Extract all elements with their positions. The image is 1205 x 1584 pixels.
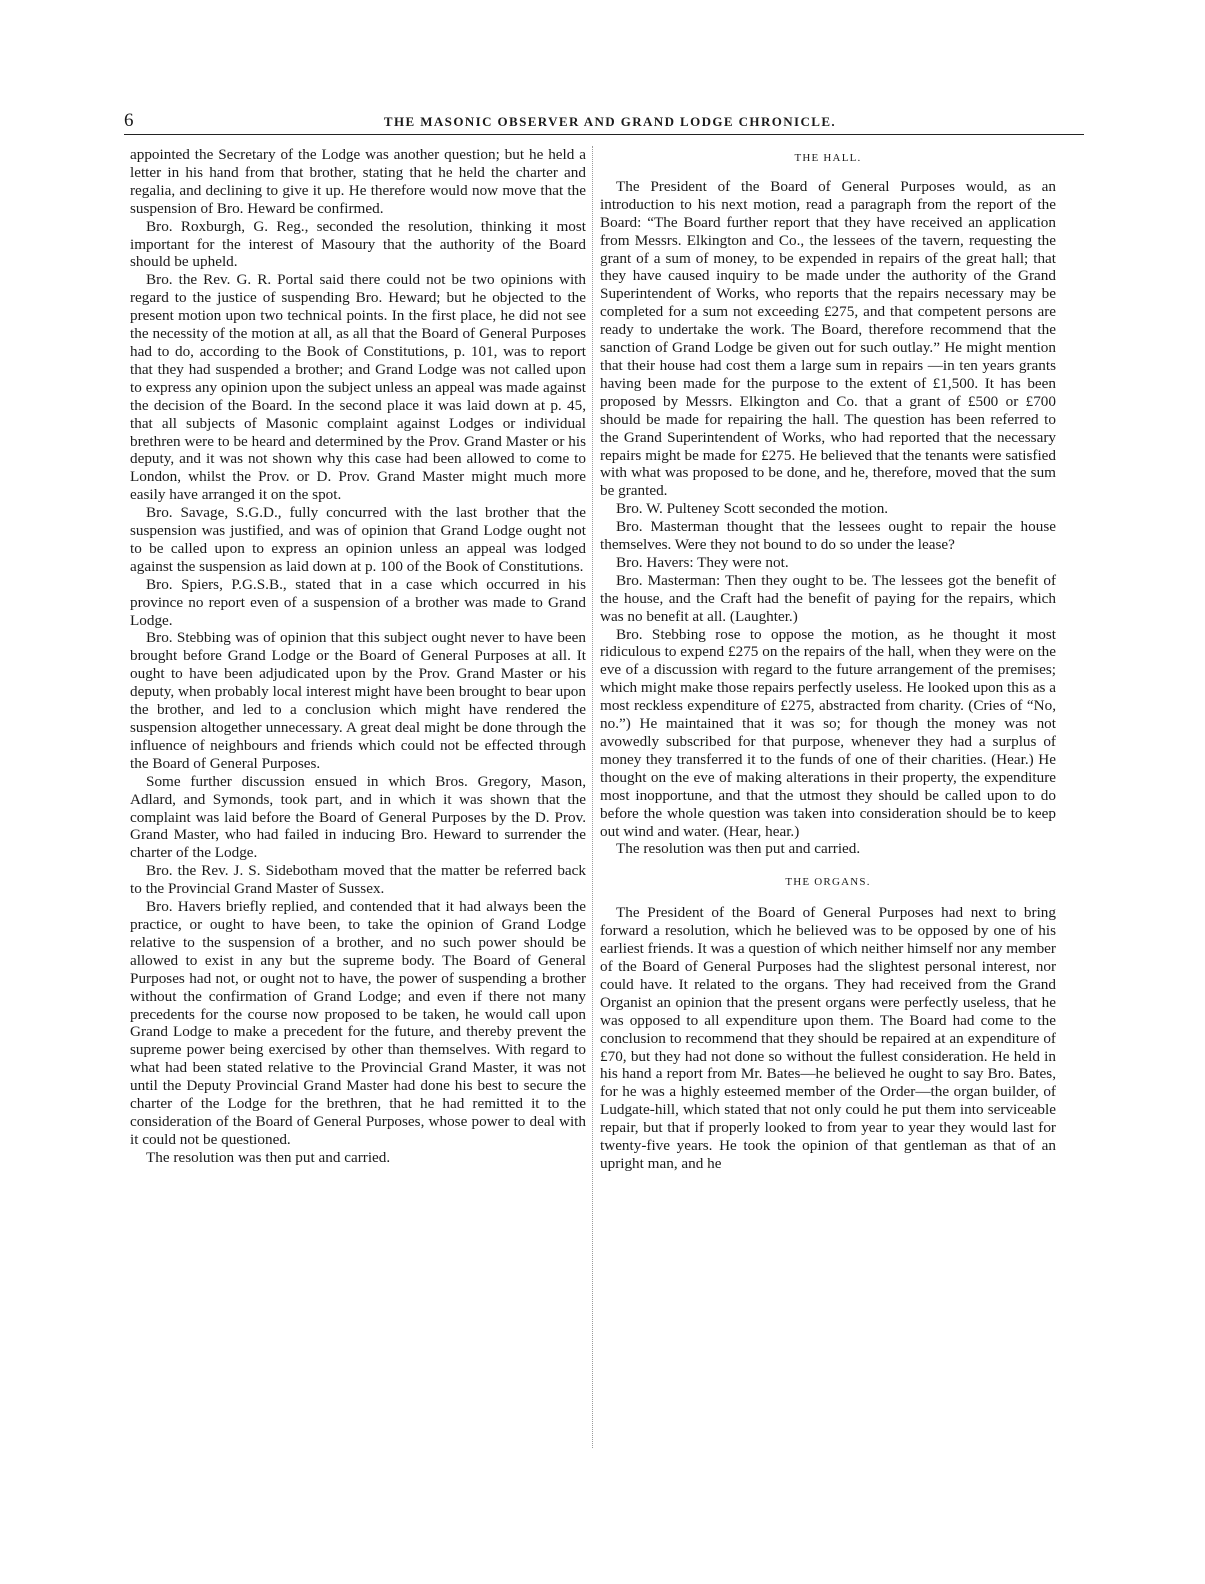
paragraph: appointed the Secretary of the Lodge was another question; but he held a letter in his hand from that brother, stating that he held the charter and regalia, and declining to give it up. He therefore would now move that the suspension of Bro. Heward be confirmed. [130, 146, 586, 217]
paragraph: The resolution was then put and carried. [616, 840, 861, 858]
paragraph: Bro. Stebbing was of opinion that this subject ought never to have been brought before Grand Lodge or the Board of General Purposes at all. It ought to have been adjudicated upon by the Prov. Grand Master or his deputy, when probably local interest might have been brought to bear upon the brother, and led to a conclusion which might have rendered the suspension altogether unnecessary. A great deal might be done through the influence of neighbours and friends which could not be effected through the Board of General Purposes. [130, 629, 586, 772]
section-heading-hall: THE HALL. [794, 152, 862, 164]
left-column [130, 146, 586, 1167]
paragraph: Bro. Havers: They were not. [616, 553, 789, 571]
paragraph: The President of the Board of General Purposes would, as an introduction to his next motion, read a paragraph from the report of the Board: “The Board further report that they have received an application from Messrs. Elkington and Co., the lessees of the tavern, requesting the grant of a sum of money, to be expended in repairs of the great hall; that they have caused inquiry to be made under the authority of the Grand Superintendent of Works, who reports that the repairs necessary may be completed for a sum not exceeding £275, and that competent persons are ready to undertake the work. The Board, therefore recommend that the sanction of Grand Lodge be given out for such outlay.” He might mention that their house had cost them a large sum in repairs —in ten years grants having been made for the purpose to the extent of £1,500. It has been proposed by Messrs. Elkington and Co. that a grant of £500 or £700 should be made for repairing the hall. The question has been referred to the Grand Superintendent of Works, who had reported that the necessary repairs might be made for £275. He believed that the tenants were satisfied with what was proposed to be done, and he, therefore, moved that the sum be granted. [600, 177, 1056, 500]
paragraph: Bro. W. Pulteney Scott seconded the motion. [616, 500, 889, 518]
paragraph: Bro. Stebbing rose to oppose the motion, as he thought it most ridiculous to expend £275 on the repairs of the hall, when they were on the eve of a discussion with regard to the future arrangement of the premises; which might make those repairs perfectly useless. He looked upon this as a most reckless expenditure of £275, abstracted from charity. (Cries of “No, no.”) He maintained that it was so; for though the money was not avowedly subscribed for that purpose, whenever they had a surplus of money they transferred it to the funds of one of their charities. (Hear.) He thought on the eve of making alterations in their property, the expenditure most inopportune, and that the utmost they should be called upon to do before the whole question was taken into consideration should be to keep out wind and water. (Hear, hear.) [600, 625, 1056, 840]
running-title: THE MASONIC OBSERVER AND GRAND LODGE CHRONICLE. [383, 114, 837, 129]
paragraph: The resolution was then put and carried. [146, 1148, 391, 1166]
right-column [600, 146, 1056, 1173]
paragraph: Bro. Savage, S.G.D., fully concurred with the last brother that the suspension was justified, and was of opinion that Grand Lodge ought not to be called upon to express an opinion unless an appeal was lodged against the suspension as laid down at p. 100 of the Book of Constitutions. [130, 504, 586, 575]
paragraph: Bro. the Rev. J. S. Sidebotham moved that the matter be referred back to the Provincial Grand Master of Sussex. [130, 862, 586, 898]
paragraph: Bro. Masterman: Then they ought to be. The lessees got the benefit of the house, and the Craft had the benefit of paying for the repairs, which was no benefit at all. (Laughter.) [600, 571, 1056, 625]
paragraph: Bro. Spiers, P.G.S.B., stated that in a case which occurred in his province no report even of a suspension of a brother was made to Grand Lodge. [130, 575, 586, 629]
paragraph: Bro. Masterman thought that the lessees ought to repair the house themselves. Were they not bound to do so under the lease? [600, 518, 1056, 554]
section-heading-organs: THE ORGANS. [785, 876, 871, 889]
column-divider [592, 146, 593, 1448]
page-number: 6 [124, 110, 134, 131]
paragraph: Bro. the Rev. G. R. Portal said there could not be two opinions with regard to the justice of suspending Bro. Heward; but he objected to the present motion upon two technical points. In the first place, he did not see the necessity of the motion at all, as all that the Board of General Purposes had to do, according to the Book of Constitutions, p. 101, was to report that they had suspended a brother; and Grand Lodge was not called upon to express any opinion upon the subject unless an appeal was made against the decision of the Board. In the second place it was laid down at p. 45, that all subjects of Masonic complaint against Lodges or individual brethren were to be heard and determined by the Prov. Grand Master or his deputy, and it was not shown why this case had been allowed to come to London, whilst the Prov. or D. Prov. Grand Master might much more easily have arranged it on the spot. [130, 271, 586, 504]
header-rule [124, 134, 1084, 135]
paragraph: Bro. Roxburgh, G. Reg., seconded the resolution, thinking it most important for the interest of Masoury that the authority of the Board should be upheld. [130, 217, 586, 271]
paragraph: Some further discussion ensued in which Bros. Gregory, Mason, Adlard, and Symonds, took part, and in which it was shown that the complaint was laid before the Board of General Purposes by the D. Prov. Grand Master, who had failed in inducing Bro. Heward to surrender the charter of the Lodge. [130, 772, 586, 862]
paragraph: Bro. Havers briefly replied, and contended that it had always been the practice, or ought to have been, to take the opinion of Grand Lodge relative to the suspension of a brother, and no such power should be allowed to exist in any but the supreme body. The Board of General Purposes had not, or ought not to have, the power of suspending a brother without the confirmation of Grand Lodge; and even if there not many precedents for the course now proposed to be taken, he would call upon Grand Lodge to make a precedent for the future, and thereby prevent the supreme power being exercised by other than themselves. With regard to what had been stated relative to the Provincial Grand Master, it was not until the Deputy Provincial Grand Master had done his best to secure the charter of the Lodge for the brethren, that he had remitted it to the consideration of the Board of General Purposes, whose power to deal with it could not be questioned. [130, 898, 586, 1148]
paragraph: The President of the Board of General Purposes had next to bring forward a resolution, which he believed was to be opposed by one of his earliest friends. It was a question of which neither himself nor any member of the Board of General Purposes had the slightest personal interest, nor could have. It related to the organs. They had received from the Grand Organist an opinion that the present organs were perfectly useless, that he was opposed to all expenditure upon them. The Board had come to the conclusion to recommend that they should be repaired at an expenditure of £70, but they had not done so without the fullest consideration. He held in his hand a report from Mr. Bates—he believed he ought to say Bro. Bates, for he was a highly esteemed member of the Order—the organ builder, of Ludgate-hill, which stated that not only could he put them into serviceable repair, but that if properly looked to from year to year they would last for twenty-five years. He took the opinion of that gentleman as that of an upright man, and he [600, 904, 1056, 1172]
